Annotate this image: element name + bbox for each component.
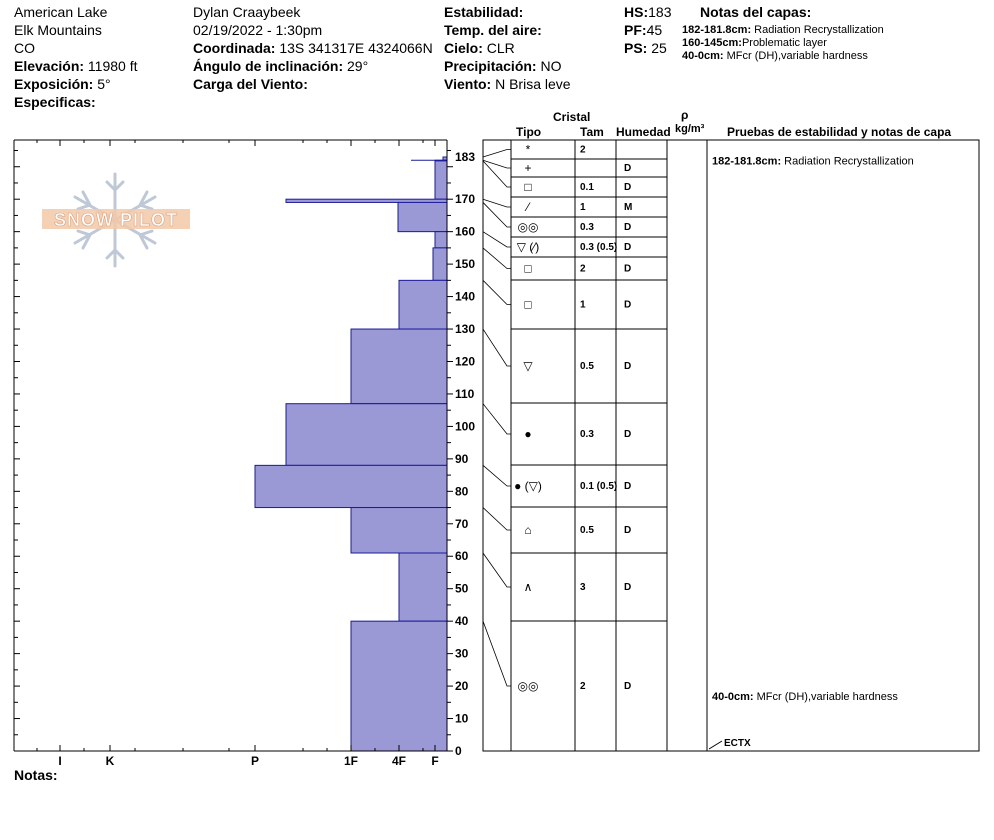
layer-connector <box>483 202 511 227</box>
crystal-type: ◎◎ <box>517 220 539 234</box>
test-note-text: Radiation Recrystallization <box>784 155 914 168</box>
wind-value: N Brisa leve <box>495 76 571 92</box>
hardness-bar <box>351 329 447 404</box>
moisture-value: D <box>624 481 632 492</box>
crystal-type: □ <box>524 261 532 276</box>
crystal-type: ∧ <box>523 580 533 594</box>
moisture-header: Humedad <box>616 125 671 139</box>
y-tick-label: 0 <box>455 744 462 758</box>
slope-label: Ángulo de inclinación: <box>193 58 344 74</box>
layer-note-range: 40-0cm: <box>682 50 724 62</box>
hardness-bar <box>398 202 447 231</box>
specifics-label: Especificas: <box>14 94 96 110</box>
layer-connector <box>483 508 511 530</box>
y-tick-label: 40 <box>455 614 469 629</box>
size-header: Tam <box>580 125 604 139</box>
y-tick-label: 100 <box>455 419 476 434</box>
crystal-type: ▽ <box>523 359 533 373</box>
moisture-value: D <box>624 222 632 233</box>
watermark-text: SNOW PILOT <box>54 210 178 230</box>
coord-label: Coordinada: <box>193 40 276 56</box>
layer-connector <box>483 404 511 434</box>
mountain-range: Elk Mountains <box>14 22 102 38</box>
y-tick-label: 170 <box>455 192 476 207</box>
y-tick-label: 50 <box>455 581 469 596</box>
crystal-type: + <box>524 161 532 175</box>
y-tick-label: 90 <box>455 451 469 466</box>
observer: Dylan Craaybeek <box>193 4 301 20</box>
y-tick-label: 150 <box>455 257 476 272</box>
crystal-size: 0.3 <box>580 222 594 233</box>
hardness-label: 1F <box>343 754 359 768</box>
moisture-value: D <box>624 582 632 593</box>
y-tick-label: 160 <box>455 224 476 239</box>
hardness-bar <box>399 553 447 621</box>
moisture-value: D <box>624 163 632 174</box>
moisture-value: D <box>624 242 632 253</box>
crystal-size: 1 <box>580 202 586 213</box>
layer-connector <box>483 232 511 247</box>
layer-note-text: Problematic layer <box>741 37 827 49</box>
hardness-label: F <box>431 754 439 768</box>
tests-header: Pruebas de estabilidad y notas de capa <box>727 125 952 139</box>
ps-label: PS: <box>624 40 648 56</box>
wind-load-label: Carga del Viento: <box>193 76 308 92</box>
layer-note-range: 160-145cm: <box>682 37 742 49</box>
stability-label: Estabilidad: <box>444 4 524 20</box>
crystal-size: 2 <box>580 144 586 156</box>
y-tick-label: 60 <box>455 549 469 564</box>
sky-value: CLR <box>486 40 515 56</box>
y-tick-label: 120 <box>455 354 476 369</box>
crystal-size: 3 <box>580 582 586 593</box>
y-tick-label: 10 <box>455 711 469 726</box>
slope-value: 29° <box>347 58 369 74</box>
y-tick-label: 70 <box>455 516 469 531</box>
crystal-type: ⌂ <box>524 523 532 537</box>
crystal-type: ◎◎ <box>517 679 539 693</box>
layer-note-range: 182-181.8cm: <box>682 24 752 36</box>
hardness-label: P <box>250 754 260 768</box>
moisture-value: D <box>624 182 632 193</box>
elevation-label: Elevación: <box>14 58 85 74</box>
crystal-type: ⁄ <box>526 200 530 214</box>
y-tick-label: 130 <box>455 322 476 337</box>
crystal-header: Cristal <box>553 110 591 124</box>
crystal-size: 1 <box>580 299 586 311</box>
type-header: Tipo <box>516 125 542 139</box>
hardness-bar <box>435 232 447 248</box>
precip-label: Precipitación: <box>444 58 537 74</box>
hardness-label: I <box>58 754 62 768</box>
datetime: 02/19/2022 - 1:30pm <box>193 22 323 38</box>
state: CO <box>14 40 35 56</box>
layer-connector <box>483 160 511 168</box>
wind-label: Viento: <box>444 76 492 92</box>
crystal-size: 0.3 <box>580 429 594 440</box>
hardness-bar <box>399 280 447 329</box>
hardness-bar <box>433 248 447 280</box>
layer-connector <box>483 329 511 366</box>
aspect-value: 5° <box>97 76 111 92</box>
sky-label: Cielo: <box>444 40 483 56</box>
hardness-bar <box>286 404 447 466</box>
hardness-bar <box>351 621 447 751</box>
moisture-value: D <box>624 263 632 275</box>
layer-connector <box>483 621 511 686</box>
ps-value: 25 <box>651 40 667 56</box>
crystal-size: 0.3 (0.5) <box>580 242 618 253</box>
crystal-type: ▽ (⁄) <box>516 240 540 254</box>
crystal-size: 2 <box>580 681 586 692</box>
crystal-type: * <box>525 142 531 157</box>
layer-table-frame <box>483 140 979 751</box>
y-tick-label: 80 <box>455 484 469 499</box>
elevation-value: 11980 ft <box>87 58 138 74</box>
y-tick-label: 20 <box>455 679 469 694</box>
crystal-type: ● <box>524 427 532 441</box>
density-unit: kg/m³ <box>675 123 705 135</box>
hs-value: 183 <box>648 4 672 20</box>
hardness-bar <box>351 508 447 553</box>
y-tick-label: 183 <box>455 150 476 164</box>
coord-value: 13S 341317E 4324066N <box>279 40 433 56</box>
crystal-size: 0.5 <box>580 525 594 536</box>
test-note-range: 182-181.8cm: <box>712 155 785 168</box>
hardness-bar <box>435 161 447 199</box>
crystal-size: 0.5 <box>580 361 594 372</box>
crystal-type: □ <box>524 180 532 194</box>
layer-notes-title: Notas del capas: <box>700 4 812 20</box>
test-note-range: 40-0cm: <box>712 690 757 703</box>
layer-connector <box>483 465 511 486</box>
moisture-value: D <box>624 299 632 311</box>
rho-header: ρ <box>681 108 689 122</box>
location: American Lake <box>14 4 108 20</box>
crystal-size: 0.1 (0.5) <box>580 481 618 492</box>
layer-connector <box>483 248 511 269</box>
ectx-pointer <box>709 741 722 749</box>
crystal-type: □ <box>524 297 532 312</box>
moisture-value: M <box>624 202 633 213</box>
layer-connector <box>483 280 511 304</box>
air-temp-label: Temp. del aire: <box>444 22 542 38</box>
moisture-value: D <box>624 681 632 692</box>
moisture-value: D <box>624 361 632 372</box>
layer-connector <box>483 199 511 207</box>
hardness-label: K <box>105 754 115 768</box>
y-tick-label: 140 <box>455 289 476 304</box>
crystal-type: ● (▽) <box>514 479 542 493</box>
aspect-label: Exposición: <box>14 76 94 92</box>
pf-value: 45 <box>646 22 663 38</box>
y-tick-label: 110 <box>455 386 475 401</box>
moisture-value: D <box>624 429 632 440</box>
moisture-value: D <box>624 525 632 536</box>
layer-note-text: Radiation Recrystallization <box>754 24 884 36</box>
hs-label: HS: <box>624 4 649 20</box>
y-tick-label: 30 <box>455 646 469 661</box>
crystal-size: 0.1 <box>580 182 594 193</box>
test-note <box>712 156 914 168</box>
crystal-size: 2 <box>580 263 586 275</box>
pf-label: PF: <box>624 22 647 38</box>
notes-label: Notas: <box>14 767 58 783</box>
hardness-bar <box>255 465 447 507</box>
layer-connector <box>483 553 511 587</box>
hardness-label: 4F <box>391 754 407 768</box>
test-note <box>712 691 898 703</box>
test-note-text: MFcr (DH),variable hardness <box>756 690 898 703</box>
layer-note-text: MFcr (DH),variable hardness <box>726 50 868 62</box>
precip-value: NO <box>540 58 562 74</box>
layer-connector <box>483 150 511 158</box>
ectx-label: ECTX <box>724 738 751 749</box>
